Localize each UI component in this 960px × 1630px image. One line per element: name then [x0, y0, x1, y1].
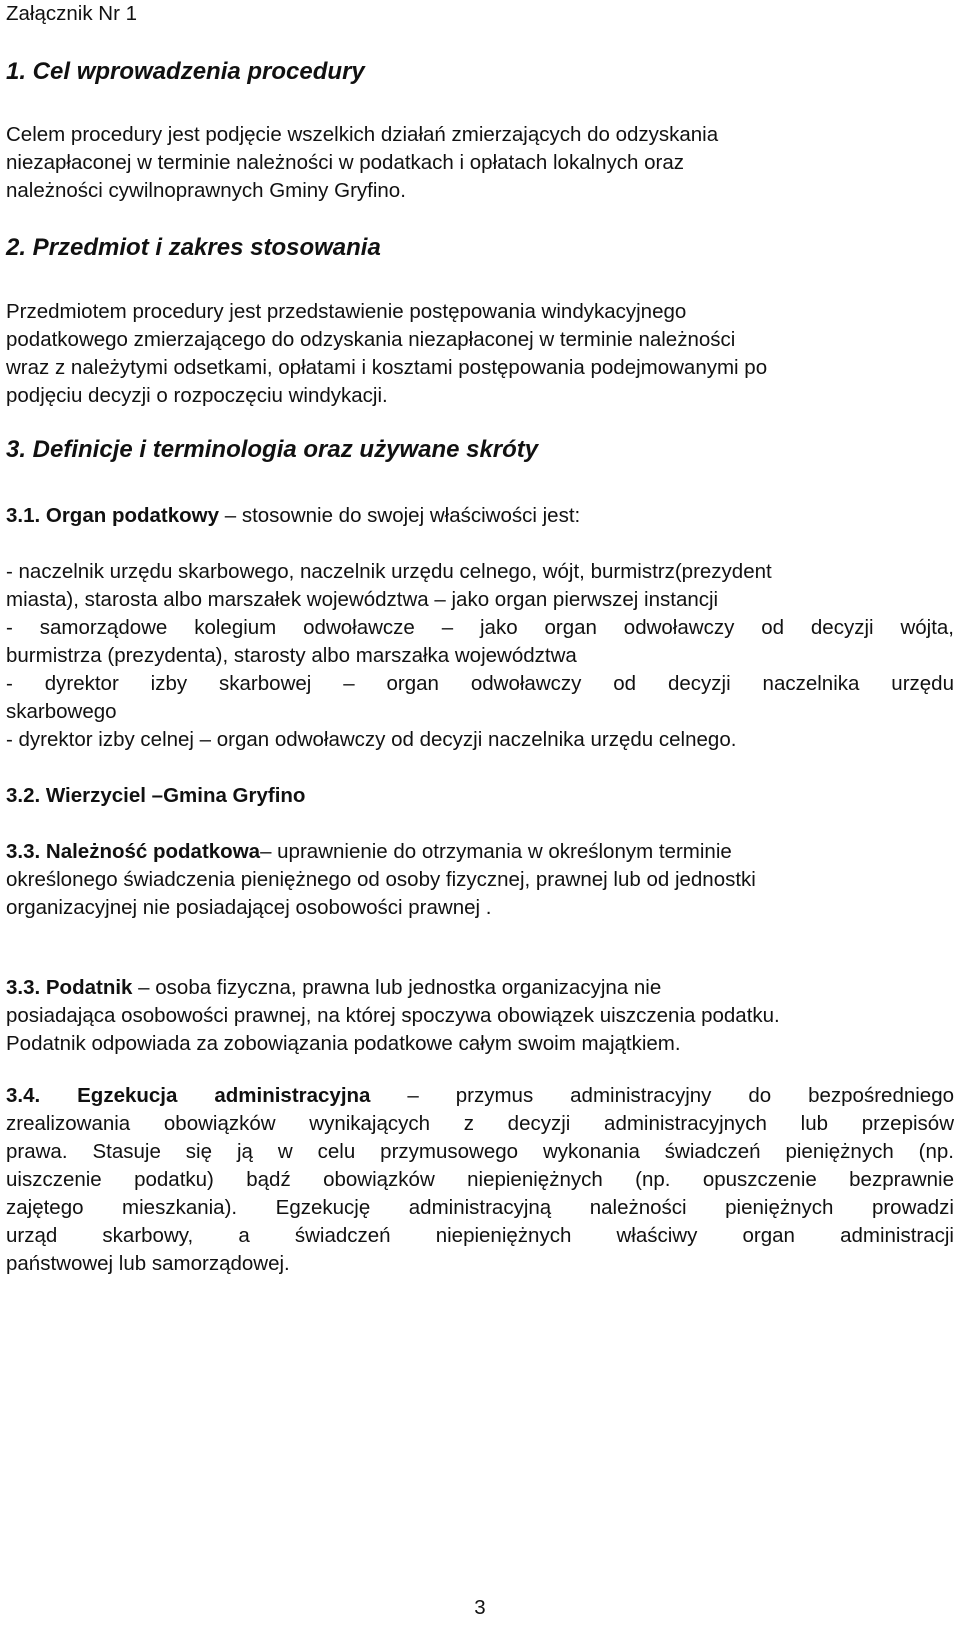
definition-term: 3.3. Podatnik — [6, 976, 133, 999]
definition-3-3-line: posiadająca osobowości prawnej, na której spoczywa obowiązek uiszczenia podatku. — [6, 1004, 780, 1027]
definition-3-1-line: - naczelnik urzędu skarbowego, naczelnik urzędu celnego, wójt, burmistrz(prezydent — [6, 560, 772, 583]
definition-3-3-taxpayer — [6, 978, 661, 999]
definition-3-2: 3.2. Wierzyciel –Gmina Gryfino — [6, 784, 306, 807]
definition-text: – uprawnienie do otrzymania w określonym terminie — [260, 840, 732, 863]
definition-text: – osoba fizyczna, prawna lub jednostka organizacyjna nie — [132, 976, 662, 999]
definition-text: – przymus administracyjny do bezpośredniego — [370, 1084, 954, 1107]
definition-3-4-line: uiszczenie podatku) bądź obowiązków niepieniężnych (np. opuszczenie bezprawnie — [6, 1168, 954, 1191]
definition-3-3-line: określonego świadczenia pieniężnego od osoby fizycznej, prawnej lub od jednostki — [6, 868, 756, 891]
section-1-line: należności cywilnoprawnych Gminy Gryfino. — [6, 179, 406, 202]
section-1-line: niezapłaconej w terminie należności w podatkach i opłatach lokalnych oraz — [6, 151, 685, 174]
definition-3-4-line: zrealizowania obowiązków wynikających z decyzji administracyjnych lub przepisów — [6, 1112, 954, 1135]
definition-3-3-line: Podatnik odpowiada za zobowiązania podatkowe całym swoim majątkiem. — [6, 1032, 681, 1055]
section-2-line: podjęciu decyzji o rozpoczęciu windykacji. — [6, 384, 388, 407]
definition-3-4-line: zajętego mieszkania). Egzekucję administracyjną należności pieniężnych prowadzi — [6, 1196, 954, 1219]
definition-3-4-line: prawa. Stasuje się ją w celu przymusowego wykonania świadczeń pieniężnych (np. — [6, 1140, 954, 1163]
definition-term: 3.3. Należność podatkowa — [6, 840, 261, 863]
section-2-line: wraz z należytymi odsetkami, opłatami i kosztami postępowania podejmowanymi po — [6, 356, 768, 379]
definition-3-1 — [6, 506, 580, 527]
definition-3-4 — [6, 1086, 954, 1107]
definition-term: 3.1. Organ podatkowy — [6, 504, 220, 527]
definition-3-3-receivable — [6, 842, 732, 863]
definition-3-3-line: organizacyjnej nie posiadającej osobowości prawnej . — [6, 896, 492, 919]
section-2-line: Przedmiotem procedury jest przedstawienie postępowania windykacyjnego — [6, 300, 687, 323]
section-3-heading: 3. Definicje i terminologia oraz używane skróty — [6, 436, 539, 463]
definition-3-4-line: urząd skarbowy, a świadczeń niepieniężnych właściwy organ administracji — [6, 1224, 954, 1247]
definition-3-4-line: państwowej lub samorządowej. — [6, 1252, 290, 1275]
page-number: 3 — [474, 1596, 486, 1619]
definition-3-1-line: burmistrza (prezydenta), starosty albo marszałka województwa — [6, 644, 577, 667]
definition-3-1-line: - samorządowe kolegium odwoławcze – jako organ odwoławczy od decyzji wójta, — [6, 616, 954, 639]
definition-3-1-line: - dyrektor izby celnej – organ odwoławczy od decyzji naczelnika urzędu celnego. — [6, 728, 737, 751]
definition-text: – stosownie do swojej właściwości jest: — [219, 504, 581, 527]
definition-term: 3.4. Egzekucja administracyjna — [6, 1084, 371, 1107]
attachment-label: Załącznik Nr 1 — [6, 2, 138, 25]
definition-3-1-line: - dyrektor izby skarbowej – organ odwoławczy od decyzji naczelnika urzędu — [6, 672, 954, 695]
section-1-heading: 1. Cel wprowadzenia procedury — [6, 58, 365, 85]
definition-3-1-line: skarbowego — [6, 700, 117, 723]
section-2-heading: 2. Przedmiot i zakres stosowania — [6, 234, 381, 261]
section-2-line: podatkowego zmierzającego do odzyskania niezapłaconej w terminie należności — [6, 328, 736, 351]
definition-3-1-line: miasta), starosta albo marszałek województwa – jako organ pierwszej instancji — [6, 588, 719, 611]
section-1-line: Celem procedury jest podjęcie wszelkich działań zmierzających do odzyskania — [6, 123, 719, 146]
